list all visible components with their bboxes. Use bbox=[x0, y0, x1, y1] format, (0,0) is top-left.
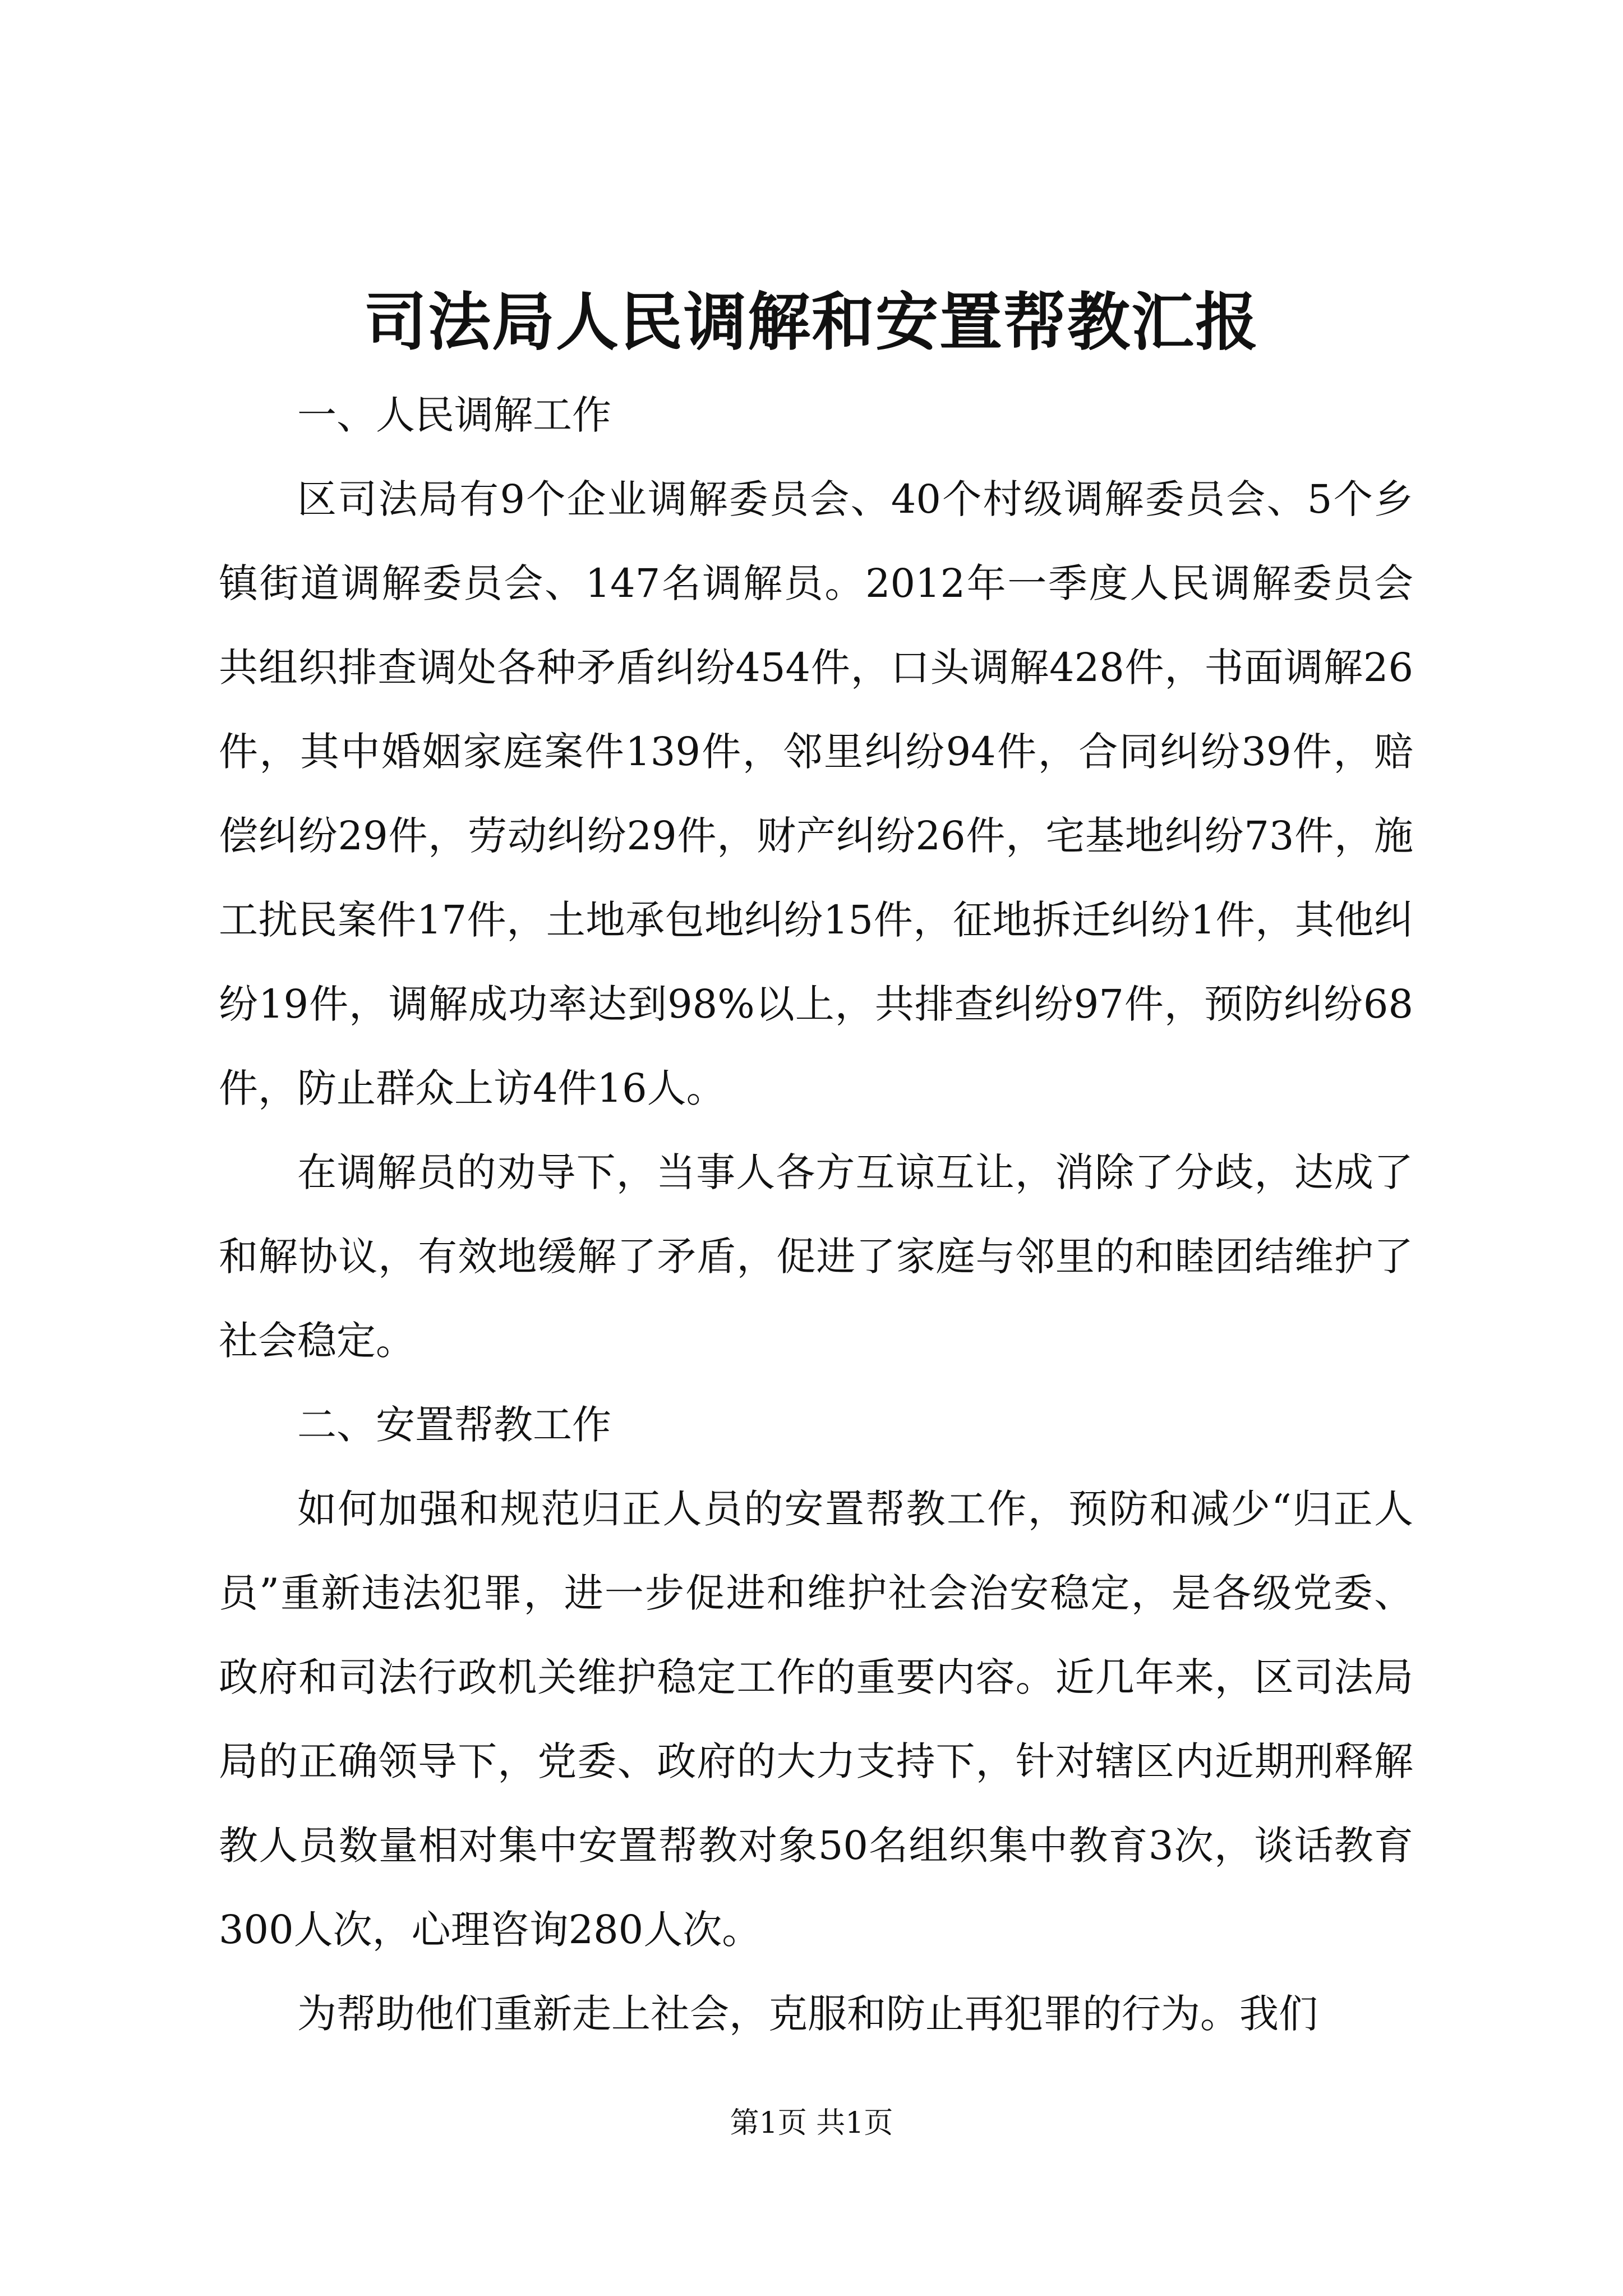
paragraph: 为帮助他们重新走上社会，克服和防止再犯罪的行为。我们 bbox=[297, 1991, 1318, 2037]
section-heading: 一、人民调解工作 bbox=[297, 392, 611, 438]
document-body bbox=[219, 373, 1413, 2056]
paragraph: 如何加强和规范归正人员的安置帮教工作，预防和减少“归正人员”重新违法犯罪，进一步促进和维护社会治安稳定，是各级党委、政府和司法行政机关维护稳定工作的重要内容。近几年来，区司法局局的正确领导下，党委、政府的大力支持下，针对辖区内近期刑释解教人员数量相对集中安置帮教对象50名组织集中教育3次，谈话教育300人次，心理咨询280人次。 bbox=[219, 1486, 1413, 1953]
paragraph: 区司法局有9个企业调解委员会、40个村级调解委员会、5个乡镇街道调解委员会、147名调解员。2012年一季度人民调解委员会共组织排查调处各种矛盾纠纷454件，口头调解428件，书面调解26件，其中婚姻家庭案件139件，邻里纠纷94件，合同纠纷39件，赔偿纠纷29件，劳动纠纷29件，财产纠纷26件，宅基地纠纷73件，施工扰民案件17件，土地承包地纠纷15件，征地拆迁纠纷1件，其他纠纷19件，调解成功率达到98%以上，共排查纠纷97件，预防纠纷68件，防止群众上访4件16人。 bbox=[219, 476, 1413, 1111]
page-footer: 第1页 共1页 bbox=[730, 2106, 893, 2140]
paragraph: 在调解员的劝导下，当事人各方互谅互让，消除了分歧，达成了和解协议，有效地缓解了矛盾，促进了家庭与邻里的和睦团结维护了社会稳定。 bbox=[219, 1149, 1413, 1364]
section-heading: 二、安置帮教工作 bbox=[297, 1402, 611, 1448]
document-title: 司法局人民调解和安置帮教汇报 bbox=[364, 286, 1259, 359]
